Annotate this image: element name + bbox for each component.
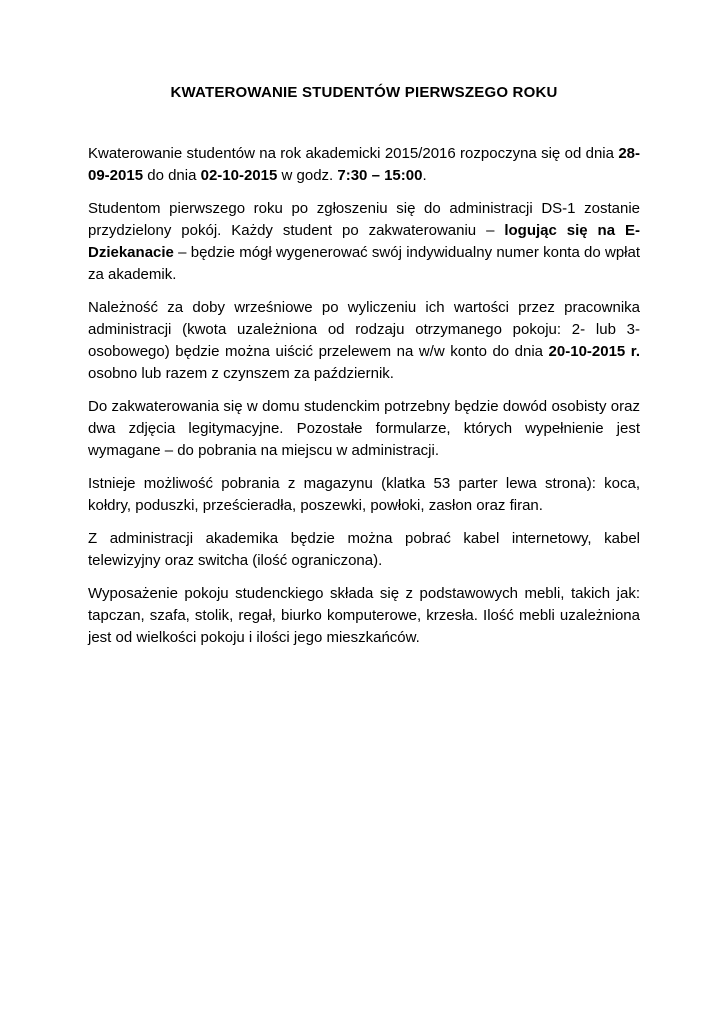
text-run: Istnieje możliwość pobrania z magazynu (klatka 53 parter lewa strona): koca, kołdry, poduszki, prześcieradła, poszewki, powłoki, zasłon oraz firan. bbox=[88, 475, 640, 514]
text-run: Należność za doby wrześniowe po wyliczeniu ich wartości przez pracownika administracji (kwota uzależniona od rodzaju otrzymanego pokoju: 2- lub 3-osobowego) będzie można uiścić przelewem na w/w konto do dnia bbox=[88, 299, 640, 360]
text-run: Z administracji akademika będzie można pobrać kabel internetowy, kabel telewizyjny oraz switcha (ilość ograniczona). bbox=[88, 530, 640, 569]
paragraph-required-documents bbox=[88, 396, 640, 462]
end-date: 02-10-2015 bbox=[200, 167, 278, 184]
paragraph-bedding bbox=[88, 473, 640, 517]
text-run: do dnia bbox=[143, 167, 201, 184]
paragraph-room-assignment bbox=[88, 198, 640, 286]
start-date: 28-09-2015 bbox=[88, 145, 640, 184]
text-run: – będzie mógł wygenerować swój indywidualny numer konta do wpłat za akademik. bbox=[88, 244, 640, 283]
edziekanat-emphasis: logując się na E-Dziekanacie bbox=[88, 222, 640, 261]
paragraph-housing-dates bbox=[88, 143, 640, 187]
paragraph-furniture bbox=[88, 583, 640, 649]
text-run: osobno lub razem z czynszem za październik. bbox=[88, 365, 394, 382]
text-run: Do zakwaterowania się w domu studenckim potrzebny będzie dowód osobisty oraz dwa zdjęcia legitymacyjne. Pozostałe formularze, których wypełnienie jest wymagane – do pobrania na miejscu w administracji. bbox=[88, 398, 640, 459]
text-run: Studentom pierwszego roku po zgłoszeniu się do administracji DS-1 zostanie przydzielony pokój. Każdy student po zakwaterowaniu – bbox=[88, 200, 640, 239]
paragraph-cables bbox=[88, 528, 640, 572]
text-run: Wyposażenie pokoju studenckiego składa się z podstawowych mebli, takich jak: tapczan, szafa, stolik, regał, biurko komputerowe, krzesła. Ilość mebli uzależniona jest od wielkości pokoju i ilości jego mieszkańców. bbox=[88, 585, 640, 646]
payment-deadline: 20-10-2015 r. bbox=[548, 343, 640, 360]
document-title: KWATEROWANIE STUDENTÓW PIERWSZEGO ROKU bbox=[170, 84, 558, 101]
text-run: w godz. bbox=[277, 167, 338, 184]
paragraph-payment bbox=[88, 297, 640, 385]
text-run: Kwaterowanie studentów na rok akademicki 2015/2016 rozpoczyna się od dnia bbox=[88, 145, 619, 162]
office-hours: 7:30 – 15:00 bbox=[337, 167, 423, 184]
text-run: . bbox=[422, 167, 427, 184]
